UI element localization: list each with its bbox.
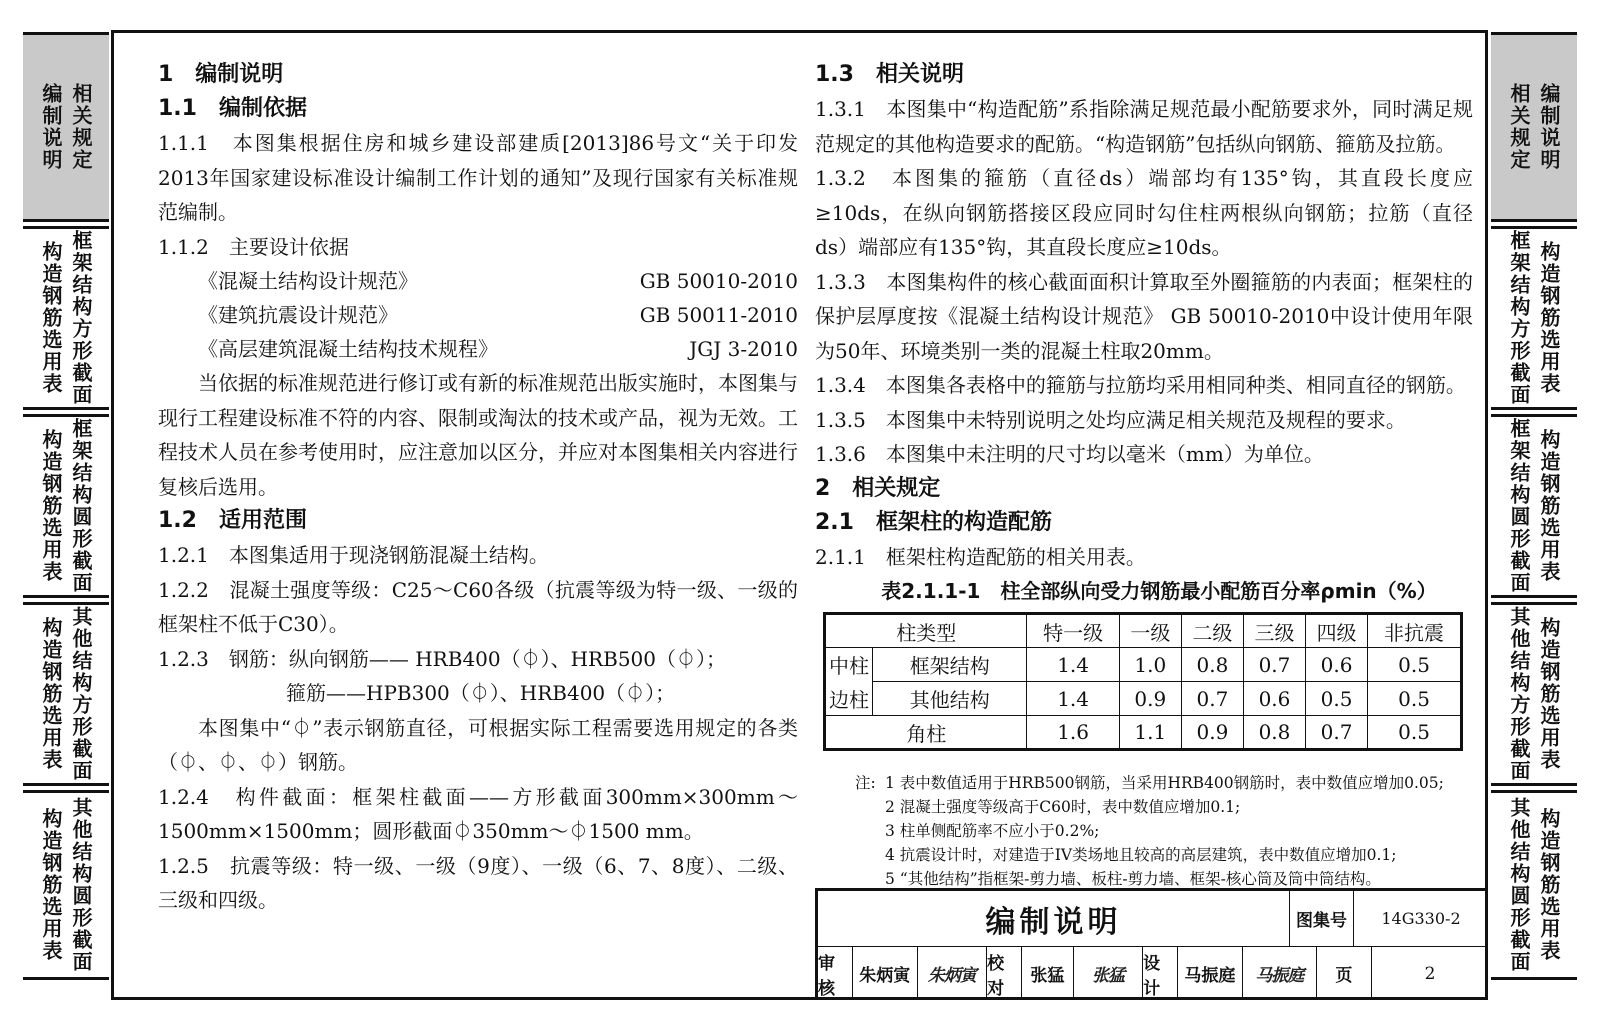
heading-1: 1 编制说明 xyxy=(158,62,284,87)
table-cell: 0.6 xyxy=(1306,648,1368,682)
design-label: 设计 xyxy=(1143,947,1178,1000)
title-block xyxy=(815,888,1488,1000)
table-header-cell: 特一级 xyxy=(1027,614,1119,648)
heading-2-1: 2.1 框架柱的构造配筋 xyxy=(815,509,1052,535)
para-1-2-5: 1.2.5 抗震等级：特一级、一级（9度）、一级（6、7、8度）、二级、三级和四级。 xyxy=(158,853,798,912)
table-header-cell: 二级 xyxy=(1181,614,1243,648)
reference-row: 《混凝土结构设计规范》 GB 50010-2010 xyxy=(198,269,798,293)
heading-1-2: 1.2 适用范围 xyxy=(158,508,307,533)
note-item: 注: 1 表中数值适用于HRB500钢筋，当采用HRB400钢筋时，表中数值应增加0.05; xyxy=(855,774,1444,792)
review-label: 审核 xyxy=(818,947,853,1000)
right-side-tab-2[interactable] xyxy=(1491,414,1577,598)
table-group-cell: 边柱 xyxy=(825,682,873,716)
table-row-label: 框架结构 xyxy=(873,648,1027,682)
side-tab-label: 框架结构圆形截面 xyxy=(1507,418,1531,594)
table-header-cell: 四级 xyxy=(1306,614,1368,648)
para-1-1-2: 1.1.2 主要设计依据 xyxy=(158,234,349,259)
heading-1-3: 1.3 相关说明 xyxy=(815,62,964,87)
left-side-tab-4[interactable] xyxy=(23,790,109,980)
table-cell: 0.5 xyxy=(1368,648,1462,682)
title-block-top xyxy=(818,891,1488,947)
table-cell: 0.5 xyxy=(1368,716,1462,750)
para-1-2-3b: 箍筋——HPB300（⏀）、HRB400（⏀）； xyxy=(286,681,676,705)
left-side-tabs xyxy=(23,32,109,984)
side-tab-label: 其他结构方形截面 xyxy=(69,606,93,782)
drawing-title: 编制说明 xyxy=(818,891,1290,946)
para-2-1-1: 2.1.1 框架柱构造配筋的相关用表。 xyxy=(815,544,1146,569)
para-1-2-2: 1.2.2 混凝土强度等级：C25～C60各级（抗震等级为特一级、一级的框架柱不低于C30）。 xyxy=(158,577,798,636)
para-1-3-6: 1.3.6 本图集中未注明的尺寸均以毫米（mm）为单位。 xyxy=(815,442,1324,466)
table-cell: 0.6 xyxy=(1243,682,1305,716)
reference-row: 《高层建筑混凝土结构技术规程》 JGJ 3-2010 xyxy=(198,337,798,361)
side-tab-label: 构造钢筋选用表 xyxy=(1537,808,1561,962)
table-cell: 0.8 xyxy=(1181,648,1243,682)
para-1-3-3: 1.3.3 本图集构件的核心截面面积计算取至外圈箍筋的内表面；框架柱的保护层厚度按《混凝土结构设计规范》 GB 50010-2010中设计使用年限为50年、环境类别一类的混凝土柱取20mm。 xyxy=(815,269,1473,363)
designer-signature: 马振庭 xyxy=(1243,947,1317,1000)
left-side-tab-1[interactable] xyxy=(23,226,109,410)
table-notes xyxy=(815,771,1473,891)
right-side-tab-3[interactable] xyxy=(1491,602,1577,786)
table-cell: 1.4 xyxy=(1027,682,1119,716)
table-row xyxy=(825,682,1462,716)
side-tab-label: 其他结构方形截面 xyxy=(1507,606,1531,782)
table-row xyxy=(825,716,1462,750)
table-title: 表2.1.1-1 柱全部纵向受力钢筋最小配筋百分率ρmin（%） xyxy=(881,579,1437,603)
para-1-3-2: 1.3.2 本图集的箍筋（直径ds）端部均有135°钩，其直段长度应≥10ds，在纵向钢筋搭接区段应同时勾住柱两根纵向钢筋；拉筋（直径ds）端部应有135°钩，其直段长度应≥10ds。 xyxy=(815,166,1473,259)
note-item: 5 “其他结构”指框架-剪力墙、板柱-剪力墙、框架-核心筒及筒中筒结构。 xyxy=(885,870,1381,888)
table-cell: 0.9 xyxy=(1181,716,1243,750)
para-1-2-3a: 1.2.3 钢筋：纵向钢筋—— HRB400（⏀）、HRB500（⏀）； xyxy=(158,646,726,671)
table-cell: 0.9 xyxy=(1119,682,1181,716)
check-label: 校对 xyxy=(987,947,1022,1000)
table-cell: 0.8 xyxy=(1243,716,1305,750)
side-tab-label: 框架结构圆形截面 xyxy=(69,418,93,594)
table-header-cell: 柱类型 xyxy=(825,614,1027,648)
side-tab-label: 构造钢筋选用表 xyxy=(39,429,63,583)
side-tab-label: 构造钢筋选用表 xyxy=(39,241,63,395)
side-tab-label: 构造钢筋选用表 xyxy=(39,808,63,962)
left-side-tab-2[interactable] xyxy=(23,414,109,598)
side-tab-label: 框架结构方形截面 xyxy=(69,230,93,406)
para-1-3-1: 1.3.1 本图集中“构造配筋”系指除满足规范最小配筋要求外，同时满足规范规定的其他构造要求的配筋。“构造钢筋”包括纵向钢筋、箍筋及拉筋。 xyxy=(815,97,1473,156)
table-row xyxy=(825,648,1462,682)
side-tab-label: 框架结构方形截面 xyxy=(1507,230,1531,406)
table-cell: 1.6 xyxy=(1027,716,1119,750)
para-1-2-4: 1.2.4 构件截面：框架柱截面——方形截面300mm×300mm～1500mm×1500mm；圆形截面⏀350mm～⏀1500 mm。 xyxy=(158,784,798,843)
table-row-label: 其他结构 xyxy=(873,682,1027,716)
para-1-1-1: 1.1.1 本图集根据住房和城乡建设部建质[2013]86号文“关于印发2013年国家建设标准设计编制工作计划的通知”及现行国家有关标准规范编制。 xyxy=(158,131,798,224)
para-validity-note: 当依据的标准规范进行修订或有新的标准规范出版实施时，本图集与现行工程建设标准不符的内容、限制或淘汰的技术或产品，视为无效。工程技术人员在参考使用时，应注意加以区分，并应对本图集相关内容进行复核后选用。 xyxy=(158,371,798,499)
left-side-tab-3[interactable] xyxy=(23,602,109,786)
side-tab-label: 构造钢筋选用表 xyxy=(1537,429,1561,583)
title-block-signatures xyxy=(818,947,1488,1000)
atlas-number: 14G330-2 xyxy=(1381,909,1461,928)
table-cell: 0.7 xyxy=(1181,682,1243,716)
heading-1-1: 1.1 编制依据 xyxy=(158,96,307,121)
side-tab-label: 其他结构圆形截面 xyxy=(1507,797,1531,973)
table-header-cell: 非抗震 xyxy=(1368,614,1462,648)
para-1-3-4: 1.3.4 本图集各表格中的箍筋与拉筋均采用相同种类、相同直径的钢筋。 xyxy=(815,373,1466,397)
table-cell: 0.5 xyxy=(1306,682,1368,716)
note-item: 2 混凝土强度等级高于C60时，表中数值应增加0.1; xyxy=(885,798,1241,816)
side-tab-label: 构造钢筋选用表 xyxy=(39,617,63,771)
table-header-cell: 三级 xyxy=(1243,614,1305,648)
right-side-tab-4[interactable] xyxy=(1491,790,1577,980)
page-number: 2 xyxy=(1424,963,1436,984)
right-side-tabs xyxy=(1491,32,1577,984)
table-cell: 0.7 xyxy=(1243,648,1305,682)
table-row-label: 角柱 xyxy=(825,716,1027,750)
reviewer-signature: 朱炳寅 xyxy=(918,947,987,1000)
table-cell: 1.1 xyxy=(1119,716,1181,750)
table-header-row xyxy=(825,614,1462,648)
side-tab-label: 相关规定 xyxy=(1507,83,1531,171)
side-tab-label: 编制说明 xyxy=(1537,83,1561,171)
left-side-tab-0[interactable] xyxy=(23,32,109,222)
side-tab-label: 编制说明 xyxy=(39,83,63,171)
para-1-2-1: 1.2.1 本图集适用于现浇钢筋混凝土结构。 xyxy=(158,543,549,567)
heading-2: 2 相关规定 xyxy=(815,475,941,501)
left-column xyxy=(158,58,798,918)
side-tab-label: 构造钢筋选用表 xyxy=(1537,617,1561,771)
side-tab-label: 构造钢筋选用表 xyxy=(1537,241,1561,395)
reviewer-name: 朱炳寅 xyxy=(853,947,918,1000)
designer-name: 马振庭 xyxy=(1178,947,1243,1000)
page-label: 页 xyxy=(1317,947,1373,1000)
para-1-2-3c: 本图集中“⏀”表示钢筋直径，可根据实际工程需要选用规定的各类（⏀、⏀、⏀）钢筋。 xyxy=(158,715,798,774)
checker-name: 张猛 xyxy=(1022,947,1074,1000)
table-cell: 0.5 xyxy=(1368,682,1462,716)
table-cell: 1.4 xyxy=(1027,648,1119,682)
right-side-tab-0[interactable] xyxy=(1491,32,1577,222)
side-tab-label: 其他结构圆形截面 xyxy=(69,797,93,973)
side-tab-label: 相关规定 xyxy=(69,83,93,171)
right-side-tab-1[interactable] xyxy=(1491,226,1577,410)
reference-row: 《建筑抗震设计规范》 GB 50011-2010 xyxy=(198,303,798,327)
table-group-cell: 中柱 xyxy=(825,648,873,682)
atlas-number-label: 图集号 xyxy=(1290,891,1354,946)
note-item: 3 柱单侧配筋率不应小于0.2%; xyxy=(885,822,1100,840)
reinforcement-ratio-table xyxy=(823,612,1463,751)
table-cell: 0.7 xyxy=(1306,716,1368,750)
note-item: 4 抗震设计时，对建造于IV类场地且较高的高层建筑，表中数值应增加0.1; xyxy=(885,846,1397,864)
para-1-3-5: 1.3.5 本图集中未特别说明之处均应满足相关规范及规程的要求。 xyxy=(815,407,1406,432)
table-cell: 1.0 xyxy=(1119,648,1181,682)
right-column xyxy=(815,58,1473,891)
table-header-cell: 一级 xyxy=(1119,614,1181,648)
checker-signature: 张猛 xyxy=(1074,947,1143,1000)
